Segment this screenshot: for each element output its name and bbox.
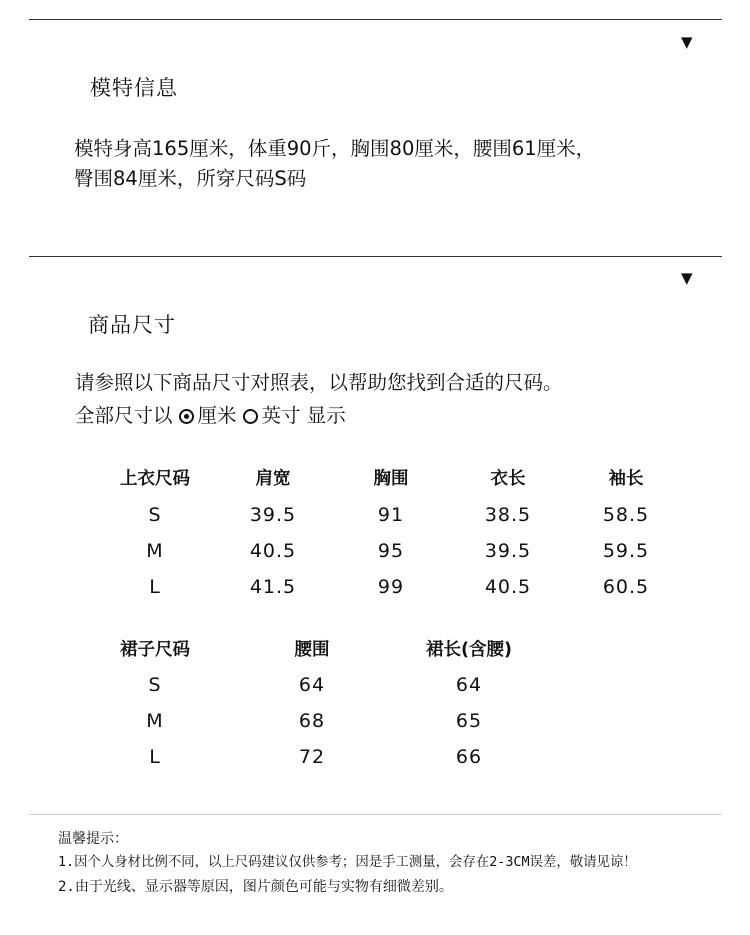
table-cell: L — [149, 746, 161, 768]
table-cell: M — [146, 710, 164, 732]
model-info-line-2: 臀围84厘米，所穿尺码S码 — [74, 167, 307, 190]
table-cell: 72 — [298, 746, 326, 768]
table-cell: 40.5 — [249, 540, 297, 562]
table-cell: 39.5 — [484, 540, 532, 562]
table-cell: 99 — [377, 576, 405, 598]
table-header: 胸围 — [373, 469, 409, 489]
table-cell: S — [148, 504, 162, 526]
table-cell: L — [149, 576, 161, 598]
table-cell: 64 — [298, 674, 326, 696]
table-header: 肩宽 — [255, 469, 291, 489]
divider-top — [29, 19, 722, 20]
unit-selector — [75, 403, 346, 429]
table-cell: 64 — [455, 674, 483, 696]
unit-inch-label[interactable]: 英寸 — [261, 404, 301, 427]
table-cell: 68 — [298, 710, 326, 732]
table-cell: 41.5 — [249, 576, 297, 598]
radio-unchecked-icon[interactable] — [243, 409, 258, 424]
radio-checked-icon[interactable] — [179, 409, 194, 424]
table-cell: 66 — [455, 746, 483, 768]
model-info-line-1: 模特身高165厘米，体重90斤，胸围80厘米，腰围61厘米， — [74, 137, 596, 160]
table-header: 衣长 — [490, 469, 526, 489]
table-header: 裙子尺码 — [120, 640, 190, 660]
table-header: 上衣尺码 — [120, 469, 190, 489]
table-header: 腰围 — [294, 640, 330, 660]
table-cell: 58.5 — [602, 504, 650, 526]
table-header: 裙长(含腰) — [426, 640, 512, 660]
table-cell: 40.5 — [484, 576, 532, 598]
size-intro: 请参照以下商品尺寸对照表，以帮助您找到合适的尺码。 — [75, 371, 563, 394]
table-cell: 65 — [455, 710, 483, 732]
table-cell: 91 — [377, 504, 405, 526]
table-cell: M — [146, 540, 164, 562]
collapse-arrow-icon[interactable]: ▼ — [681, 269, 693, 287]
size-title: 商品尺寸 — [88, 313, 176, 337]
unit-cm-label[interactable]: 厘米 — [197, 404, 237, 427]
unit-suffix: 显示 — [306, 404, 346, 427]
tips-item-1: 1.因个人身材比例不同，以上尺码建议仅供参考；因是手工测量，会存在2-3CM误差，敬请见谅！ — [58, 855, 637, 870]
table-cell: S — [148, 674, 162, 696]
table-header: 袖长 — [608, 469, 644, 489]
table-cell: 38.5 — [484, 504, 532, 526]
table-cell: 59.5 — [602, 540, 650, 562]
model-info-title: 模特信息 — [90, 76, 178, 100]
table-cell: 60.5 — [602, 576, 650, 598]
tips-title: 温馨提示： — [58, 831, 128, 847]
table-cell: 39.5 — [249, 504, 297, 526]
table-cell: 95 — [377, 540, 405, 562]
divider-tips — [29, 814, 722, 815]
unit-prefix: 全部尺寸以 — [75, 404, 173, 427]
collapse-arrow-icon[interactable]: ▼ — [681, 33, 693, 51]
divider-size — [29, 256, 722, 257]
tips-item-2: 2.由于光线、显示器等原因，图片颜色可能与实物有细微差别。 — [58, 879, 453, 895]
